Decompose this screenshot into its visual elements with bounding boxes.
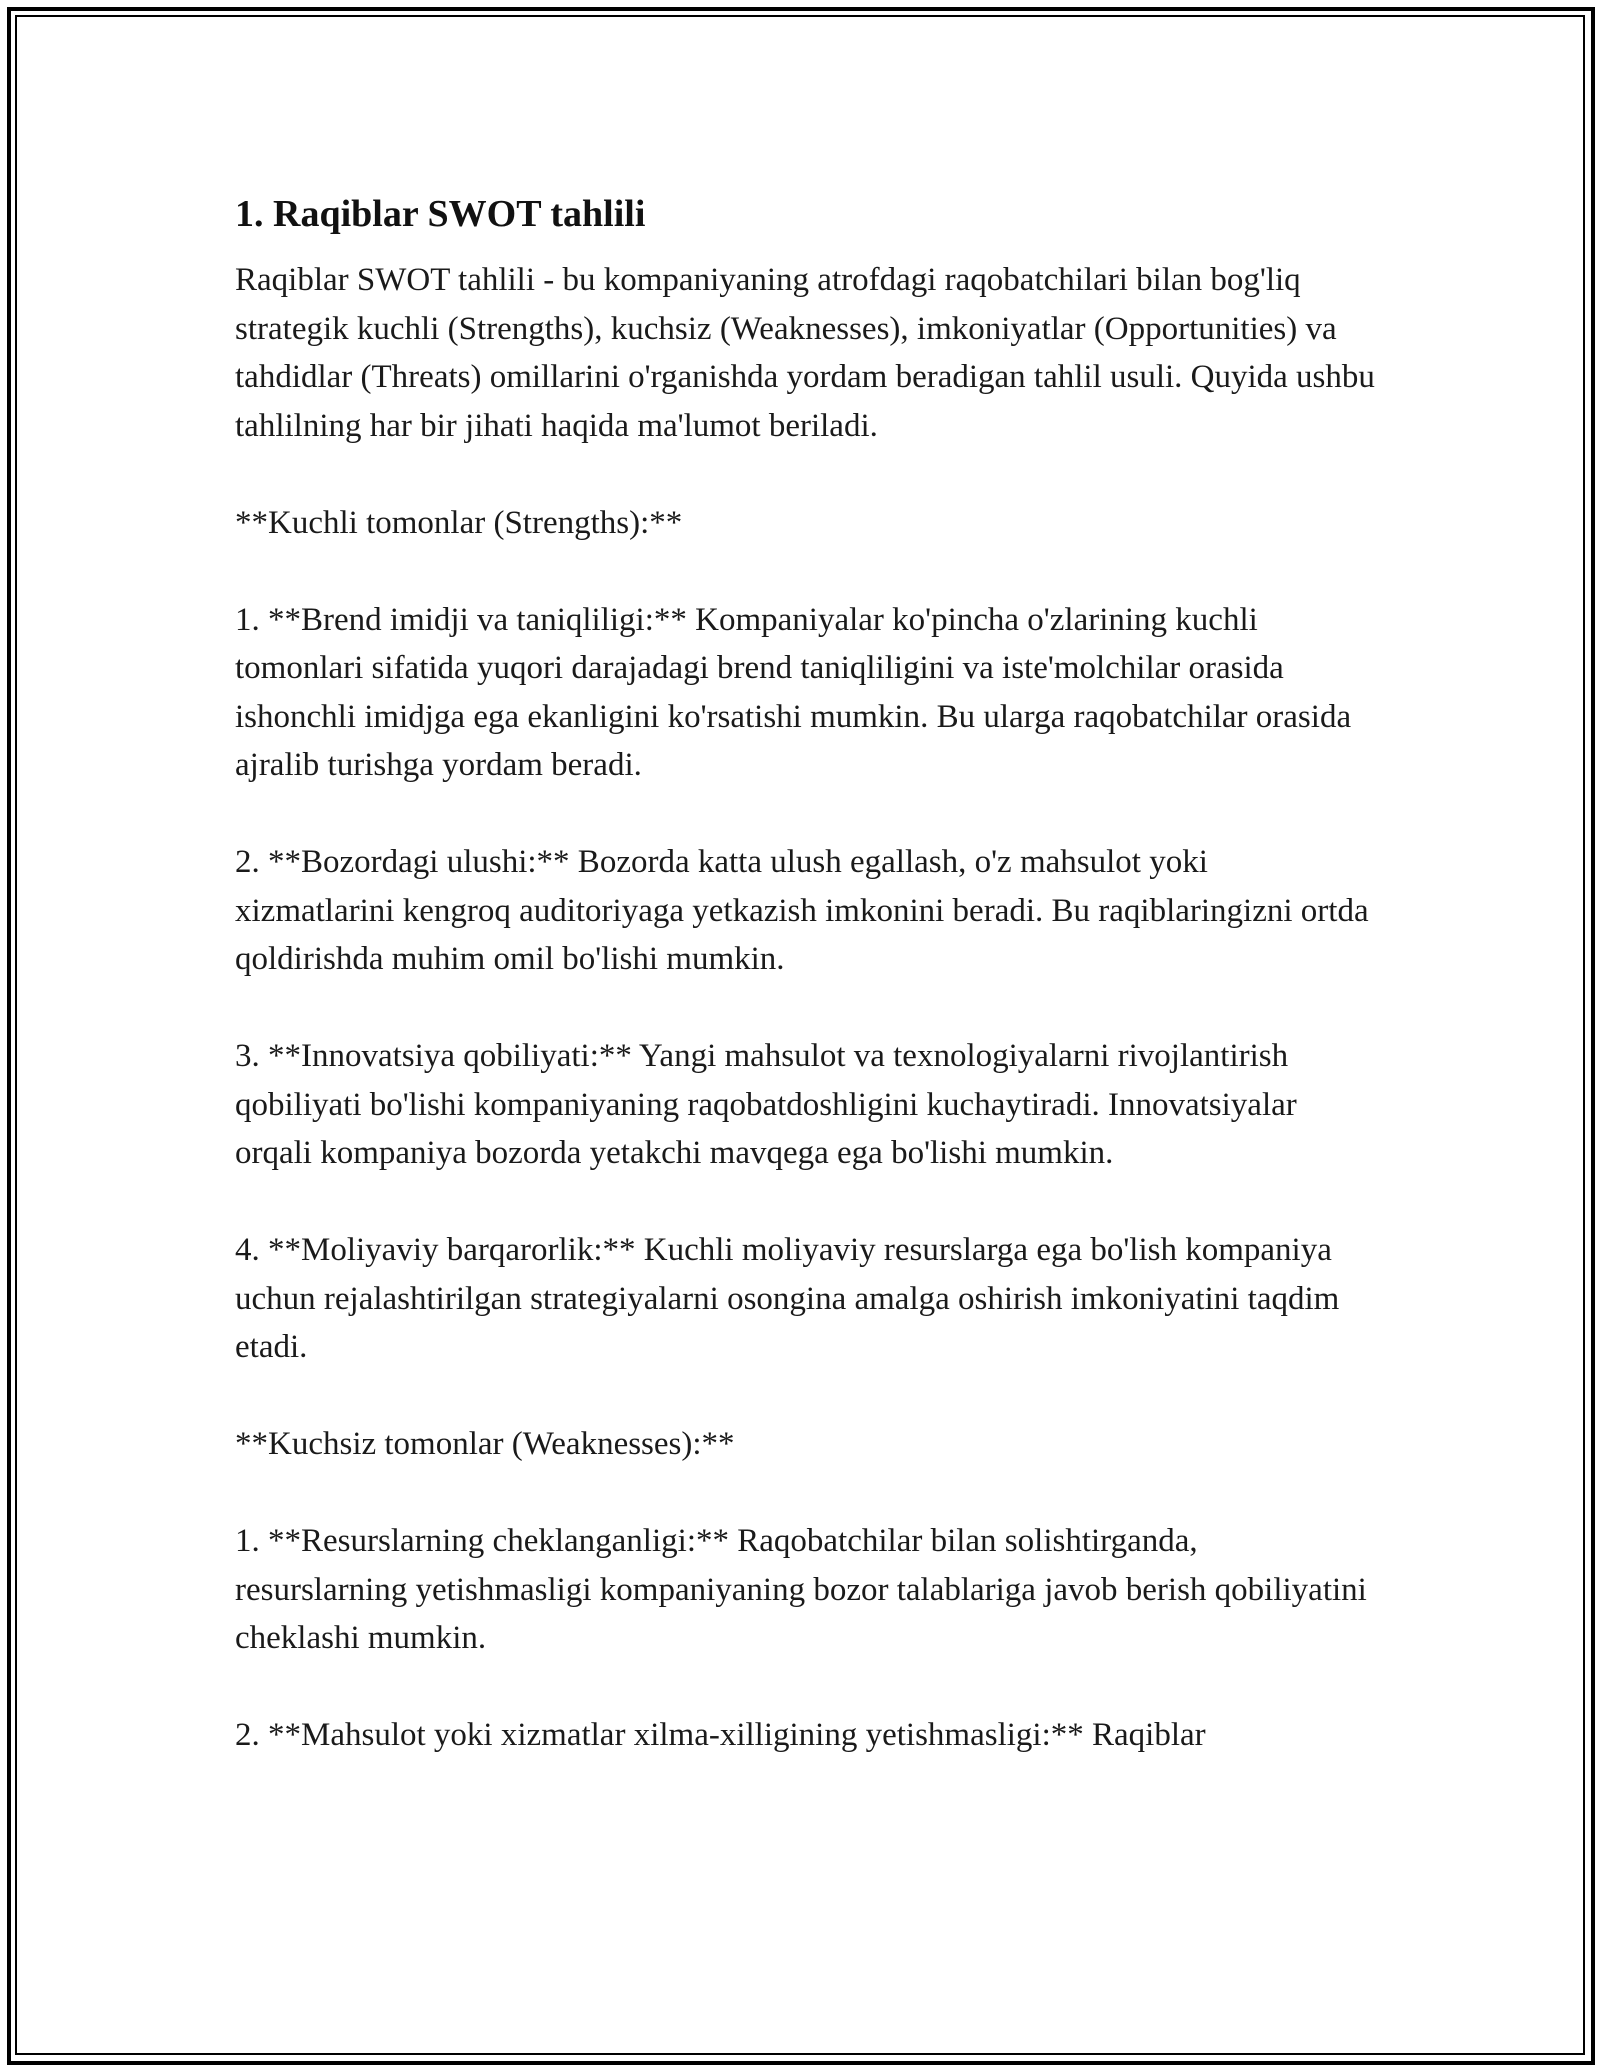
strength-item-market-share: 2. **Bozordagi ulushi:** Bozorda katta ulush egallash, o'z mahsulot yoki xizmatlarini kengroq auditoriyaga yetkazish imkonini beradi. Bu raqiblaringizni ortda qoldirishda muhim omil bo'lishi mumkin. [235, 844, 1369, 977]
weakness-item-product-variety: 2. **Mahsulot yoki xizmatlar xilma-xilligining yetishmasligi:** Raqiblar [235, 1717, 1206, 1753]
strength-item-brand: 1. **Brend imidji va taniqliligi:** Kompaniyalar ko'pincha o'zlarining kuchli tomonlari sifatida yuqori darajadagi brend taniqliligini va iste'molchilar orasida ishonchli imidjga ega ekanligini ko'rsatishi mumkin. Bu ularga raqobatchilar orasida ajralib turishga yordam beradi. [235, 601, 1352, 783]
weaknesses-heading: **Kuchsiz tomonlar (Weaknesses):** [235, 1426, 735, 1462]
strengths-heading: **Kuchli tomonlar (Strengths):** [235, 504, 683, 541]
document-title: 1. Raqiblar SWOT tahlili [235, 193, 646, 235]
weakness-item-resources: 1. **Resurslarning cheklanganligi:** Raqobatchilar bilan solishtirganda, resurslarning yetishmasligi kompaniyaning bozor talablariga javob berish qobiliyatini cheklashi mumkin. [235, 1523, 1367, 1656]
strength-item-innovation: 3. **Innovatsiya qobiliyati:** Yangi mahsulot va texnologiyalarni rivojlantirish qobiliyati bo'lishi kompaniyaning raqobatdoshligini kuchaytiradi. Innovatsiyalar orqali kompaniya bozorda yetakchi mavqega ega bo'lishi mumkin. [235, 1038, 1297, 1171]
intro-paragraph: Raqiblar SWOT tahlili - bu kompaniyaning atrofdagi raqobatchilari bilan bog'liq strategik kuchli (Strengths), kuchsiz (Weaknesses), imkoniyatlar (Opportunities) va tahdidlar (Threats) omillarini o'rganishda yordam beradigan tahlil usuli. Quyida ushbu tahlilning har bir jihati haqida ma'lumot beriladi. [235, 262, 1375, 444]
document-body [235, 188, 1375, 1808]
strength-item-finance: 4. **Moliyaviy barqarorlik:** Kuchli moliyaviy resurslarga ega bo'lish kompaniya uchun rejalashtirilgan strategiyalarni osongina amalga oshirish imkoniyatini taqdim etadi. [235, 1232, 1340, 1365]
